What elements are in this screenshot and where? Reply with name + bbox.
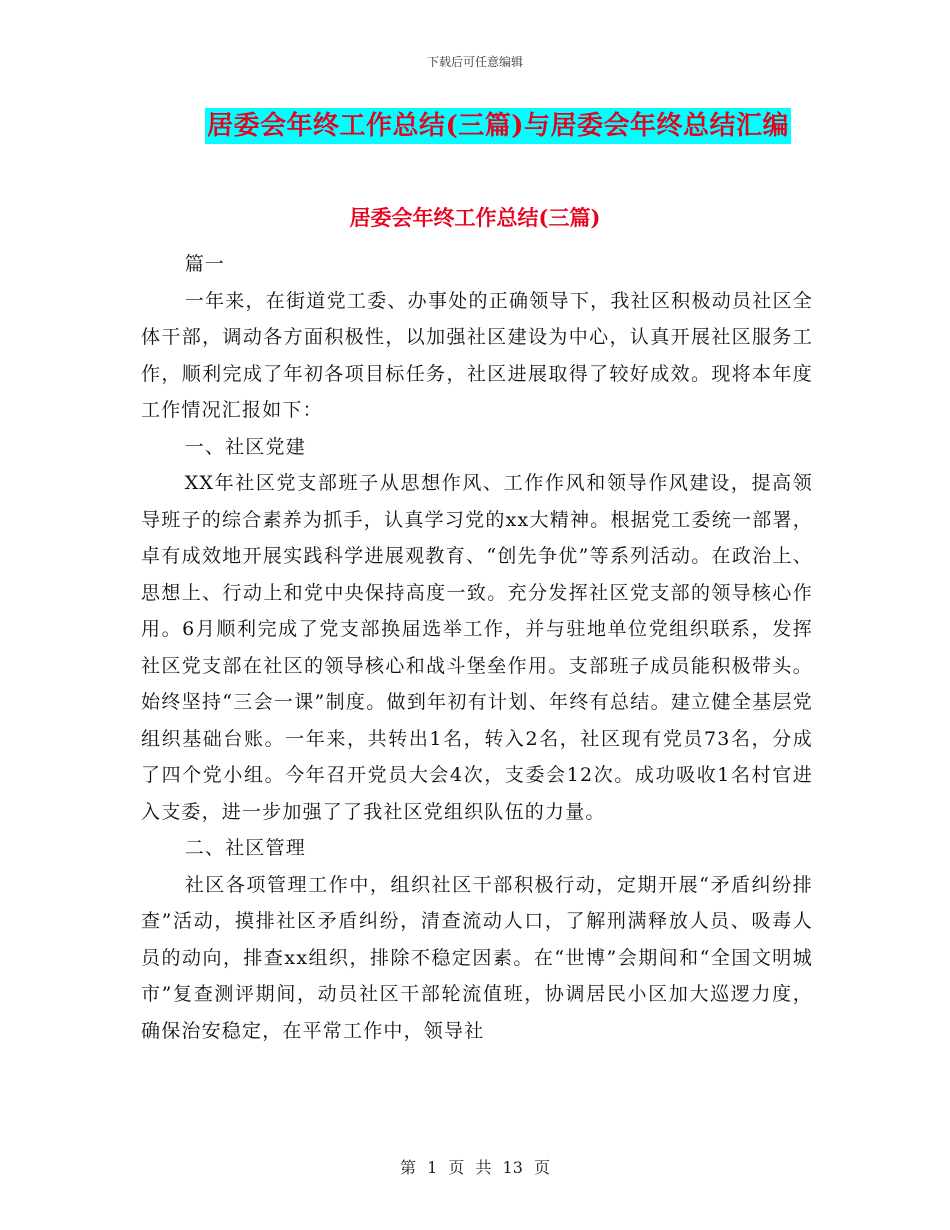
header-note: 下载后可任意编辑 [426, 55, 523, 69]
main-title-container [0, 108, 950, 144]
section-title: 居委会年终工作总结(三篇) [349, 205, 601, 230]
paragraph-heading-party-building: 一、社区党建 [184, 435, 306, 458]
main-title: 居委会年终工作总结(三篇)与居委会年终总结汇编 [205, 108, 791, 144]
paragraph-heading-part-one: 篇一 [184, 253, 226, 275]
page-number-footer: 第 1 页 共 13 页 [400, 1158, 550, 1177]
paragraph-community-management: 社区各项管理工作中，组织社区干部积极行动，定期开展“矛盾纠纷排查”活动，摸排社区矛盾纠纷，清查流动人口，了解刑满释放人员、吸毒人员的动向，排查xx组织，排除不稳定因素。在“世博”会期间和“全国文明城市”复查测评期间，动员社区干部轮流值班，协调居民小区加大巡逻力度，确保治安稳定，在平常工作中，领导社 [141, 873, 813, 1042]
paragraph-intro: 一年来，在街道党工委、办事处的正确领导下，我社区积极动员社区全体干部，调动各方面积极性，以加强社区建设为中心，认真开展社区服务工作，顺利完成了年初各项目标任务，社区进展取得了较好成效。现将本年度工作情况汇报如下： [141, 289, 813, 421]
paragraph-party-building: XX年社区党支部班子从思想作风、工作作风和领导作风建设，提高领导班子的综合素养为抓手，认真学习党的xx大精神。根据党工委统一部署，卓有成效地开展实践科学进展观教育、“创先争优”等系列活动。在政治上、思想上、行动上和党中央保持高度一致。充分发挥社区党支部的领导核心作用。6月顺利完成了党支部换届选举工作，并与驻地单位党组织联系，发挥社区党支部在社区的领导核心和战斗堡垒作用。支部班子成员能积极带头。始终坚持“三会一课”制度。做到年初有计划、年终有总结。建立健全基层党组织基础台账。一年来，共转出1名，转入2名，社区现有党员73名，分成了四个党小组。今年召开党员大会4次，支委会12次。成功吸收1名村官进入支委，进一步加强了了我社区党组织队伍的力量。 [141, 472, 813, 823]
paragraph-heading-community-management: 二、社区管理 [184, 837, 306, 859]
document-body [141, 246, 813, 1049]
